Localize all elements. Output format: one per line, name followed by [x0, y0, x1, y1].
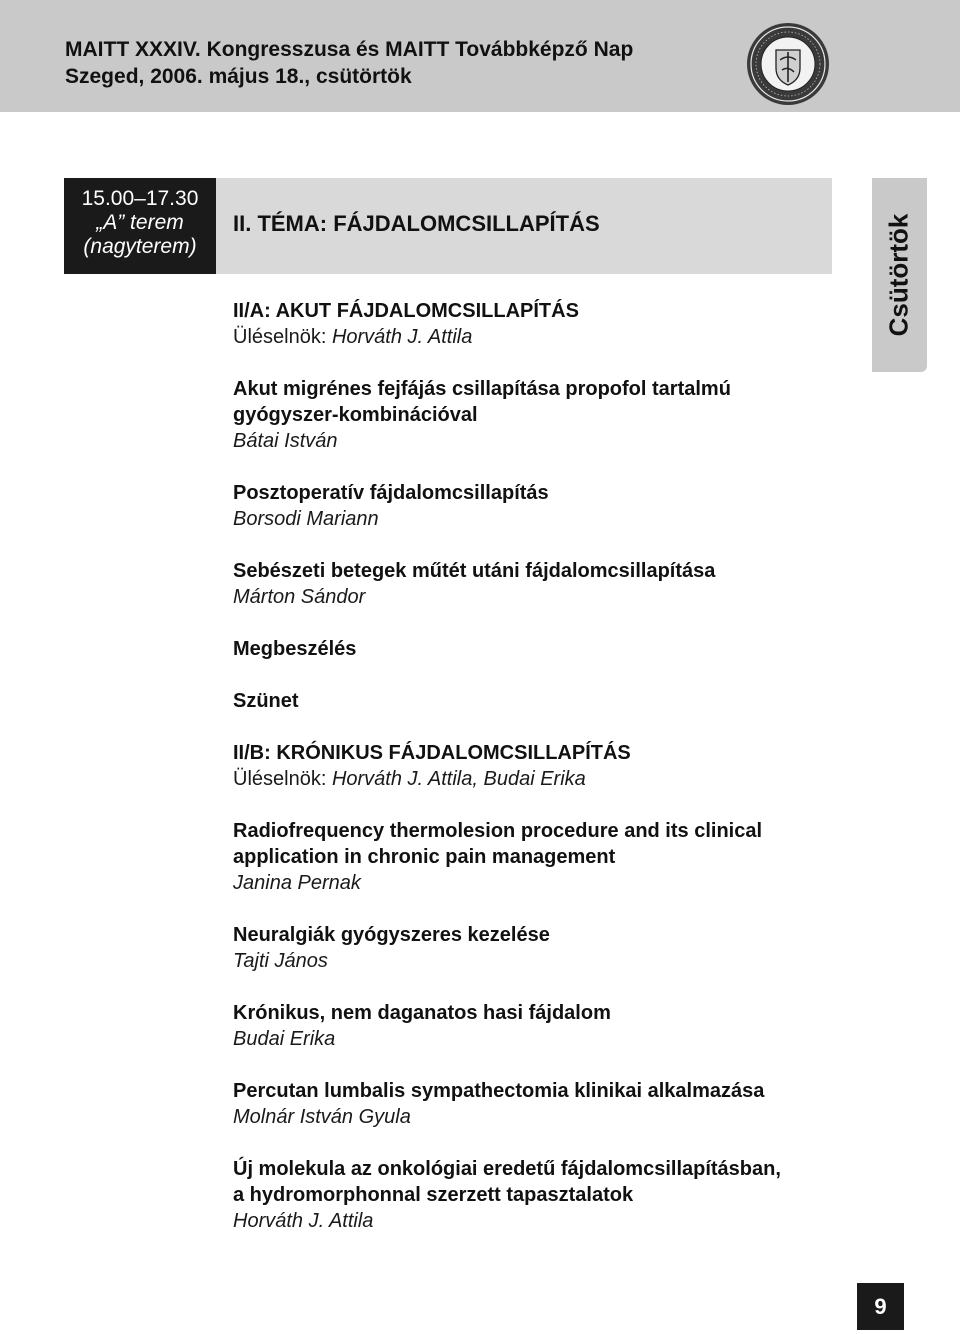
talk-speaker: Tajti János: [233, 950, 328, 972]
chair-label: Üléselnök:: [233, 768, 327, 790]
talk-speaker: Budai Erika: [233, 1028, 336, 1050]
chair-names: Horváth J. Attila: [331, 326, 473, 348]
break-item: [233, 688, 853, 714]
society-seal-logo: [746, 22, 830, 106]
talk-title-line: Sebészeti betegek műtét utáni fájdalomcsillapítása: [233, 560, 716, 582]
session-time-box: [64, 178, 216, 274]
discussion-item: [233, 636, 853, 662]
day-tab-label: Csütörtök: [883, 213, 914, 337]
break-label: Szünet: [233, 690, 299, 712]
talk-speaker: Janina Pernak: [233, 872, 361, 894]
discussion-label: Megbeszélés: [233, 638, 357, 660]
talk-item: [233, 376, 853, 454]
talk-speaker: Márton Sándor: [233, 586, 366, 608]
header-title: [65, 36, 633, 90]
page-number: 9: [857, 1283, 904, 1330]
talk-title-line: Akut migrénes fejfájás csillapítása propofol tartalmú: [233, 378, 731, 400]
chair-label: Üléselnök:: [233, 326, 327, 348]
talk-title-line: Neuralgiák gyógyszeres kezelése: [233, 924, 550, 946]
program-content: [233, 298, 853, 1260]
talk-title-line: Posztoperatív fájdalomcsillapítás: [233, 482, 549, 504]
header-line-1: MAITT XXXIV. Kongresszusa és MAITT Továbbképző Nap: [65, 38, 634, 61]
talk-item: [233, 1000, 853, 1052]
session-time: 15.00–17.30: [81, 187, 199, 210]
section-b-title: II/B: KRÓNIKUS FÁJDALOMCSILLAPÍTÁS: [233, 742, 631, 764]
section-b-header: [233, 740, 853, 792]
talk-item: [233, 1156, 853, 1234]
section-a-chair: [233, 324, 853, 350]
talk-title-line: Új molekula az onkológiai eredetű fájdalomcsillapításban,: [233, 1158, 781, 1180]
header-line-2: Szeged, 2006. május 18., csütörtök: [65, 65, 412, 88]
talk-title-line: Radiofrequency thermolesion procedure and its clinical: [233, 820, 763, 842]
talk-title-line: application in chronic pain management: [233, 846, 616, 868]
talk-title-line: Krónikus, nem daganatos hasi fájdalom: [233, 1002, 611, 1024]
talk-speaker: Borsodi Mariann: [233, 508, 379, 530]
talk-item: [233, 922, 853, 974]
section-a-title: II/A: AKUT FÁJDALOMCSILLAPÍTÁS: [233, 300, 579, 322]
section-a-header: [233, 298, 853, 350]
chair-names: Horváth J. Attila, Budai Erika: [331, 768, 586, 790]
theme-title: II. TÉMA: FÁJDALOMCSILLAPÍTÁS: [233, 211, 600, 236]
session-room-detail: (nagyterem): [83, 235, 197, 258]
talk-item: [233, 1078, 853, 1130]
talk-speaker: Bátai István: [233, 430, 338, 452]
talk-item: [233, 558, 853, 610]
talk-title-line: Percutan lumbalis sympathectomia klinikai alkalmazása: [233, 1080, 765, 1102]
talk-title-line: gyógyszer-kombinációval: [233, 404, 478, 426]
session-room: „A” terem: [96, 211, 184, 234]
talk-speaker: Horváth J. Attila: [233, 1210, 374, 1232]
talk-item: [233, 818, 853, 896]
talk-speaker: Molnár István Gyula: [233, 1106, 411, 1128]
section-b-chair: [233, 766, 853, 792]
talk-title-line: a hydromorphonnal szerzett tapasztalatok: [233, 1184, 634, 1206]
talk-item: [233, 480, 853, 532]
